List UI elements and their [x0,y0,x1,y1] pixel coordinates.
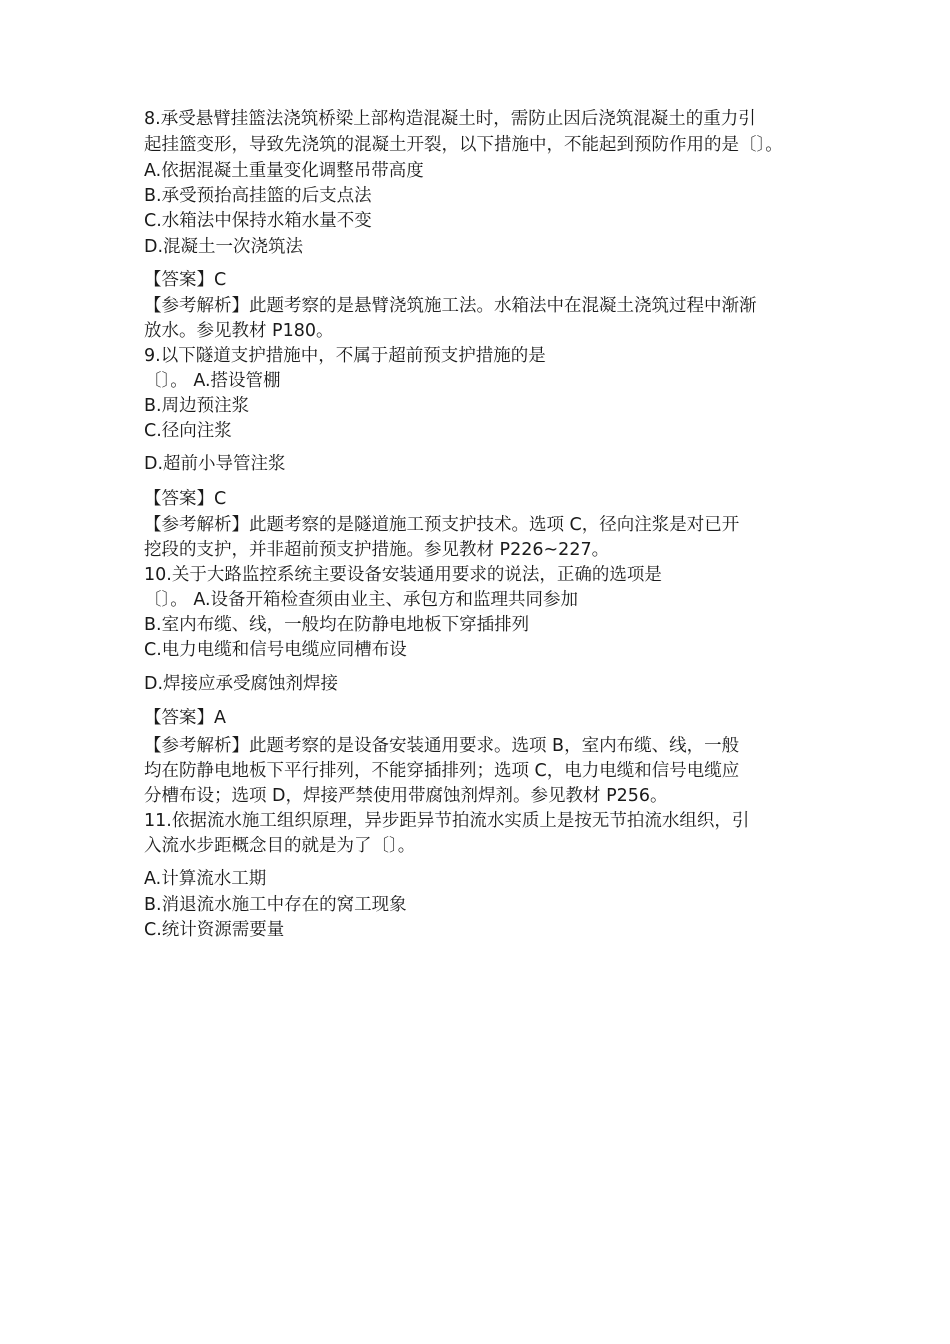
question-8-explanation-line-1: 【参考解析】此题考察的是悬臂浇筑施工法。水箱法中在混凝土浇筑过程中渐渐 [144,296,757,316]
question-9-explanation-line-2: 挖段的支护，并非超前预支护措施。参见教材 P226~227。 [144,540,610,560]
question-10-stem-line-2: 〔〕。 A.设备开箱检查须由业主、承包方和监理共同参加 [144,590,579,610]
question-9-stem-line-2: 〔〕。 A.搭设管棚 [144,371,281,391]
question-10-answer: 【答案】A [144,708,226,728]
question-9-option-d: D.超前小导管注浆 [144,454,286,474]
question-10-stem-line-1: 10.关于大路监控系统主要设备安装通用要求的说法，正确的选项是 [144,565,662,585]
question-9-stem-line-1: 9.以下隧道支护措施中，不属于超前预支护措施的是 [144,346,546,366]
question-9-explanation-line-1: 【参考解析】此题考察的是隧道施工预支护技术。选项 C，径向注浆是对已开 [144,515,740,535]
question-11-option-c: C.统计资源需要量 [144,920,285,940]
question-9-option-b: B.周边预注浆 [144,396,250,416]
question-9-answer: 【答案】C [144,489,227,509]
question-9-option-c: C.径向注浆 [144,421,232,441]
question-11-stem-line-1: 11.依据流水施工组织原理，异步距异节拍流水实质上是按无节拍流水组织，引 [144,811,750,831]
question-8-option-a: A.依据混凝土重量变化调整吊带高度 [144,161,424,181]
question-11-option-b: B.消退流水施工中存在的窝工现象 [144,895,407,915]
question-11-option-a: A.计算流水工期 [144,869,267,889]
question-8-explanation-line-2: 放水。参见教材 P180。 [144,321,334,341]
question-11-stem-line-2: 入流水步距概念目的就是为了〔〕。 [144,836,416,856]
question-8-option-c: C.水箱法中保持水箱水量不变 [144,211,372,231]
question-8-option-d: D.混凝土一次浇筑法 [144,237,304,257]
question-10-option-d: D.焊接应承受腐蚀剂焊接 [144,674,339,694]
question-8-answer: 【答案】C [144,270,227,290]
question-10-explanation-line-2: 均在防静电地板下平行排列，不能穿插排列；选项 C，电力电缆和信号电缆应 [144,761,740,781]
question-10-explanation-line-3: 分槽布设；选项 D，焊接严禁使用带腐蚀剂焊剂。参见教材 P256。 [144,786,668,806]
question-8-stem-line-2: 起挂篮变形，导致先浇筑的混凝土开裂，以下措施中，不能起到预防作用的是〔〕。 [144,135,783,155]
question-8-option-b: B.承受预抬高挂篮的后支点法 [144,186,372,206]
question-10-explanation-line-1: 【参考解析】此题考察的是设备安装通用要求。选项 B，室内布缆、线，一般 [144,736,740,756]
question-10-option-b: B.室内布缆、线，一般均在防静电地板下穿插排列 [144,615,530,635]
question-8-stem-line-1: 8.承受悬臂挂篮法浇筑桥梁上部构造混凝土时，需防止因后浇筑混凝土的重力引 [144,109,756,129]
question-10-option-c: C.电力电缆和信号电缆应同槽布设 [144,640,407,660]
